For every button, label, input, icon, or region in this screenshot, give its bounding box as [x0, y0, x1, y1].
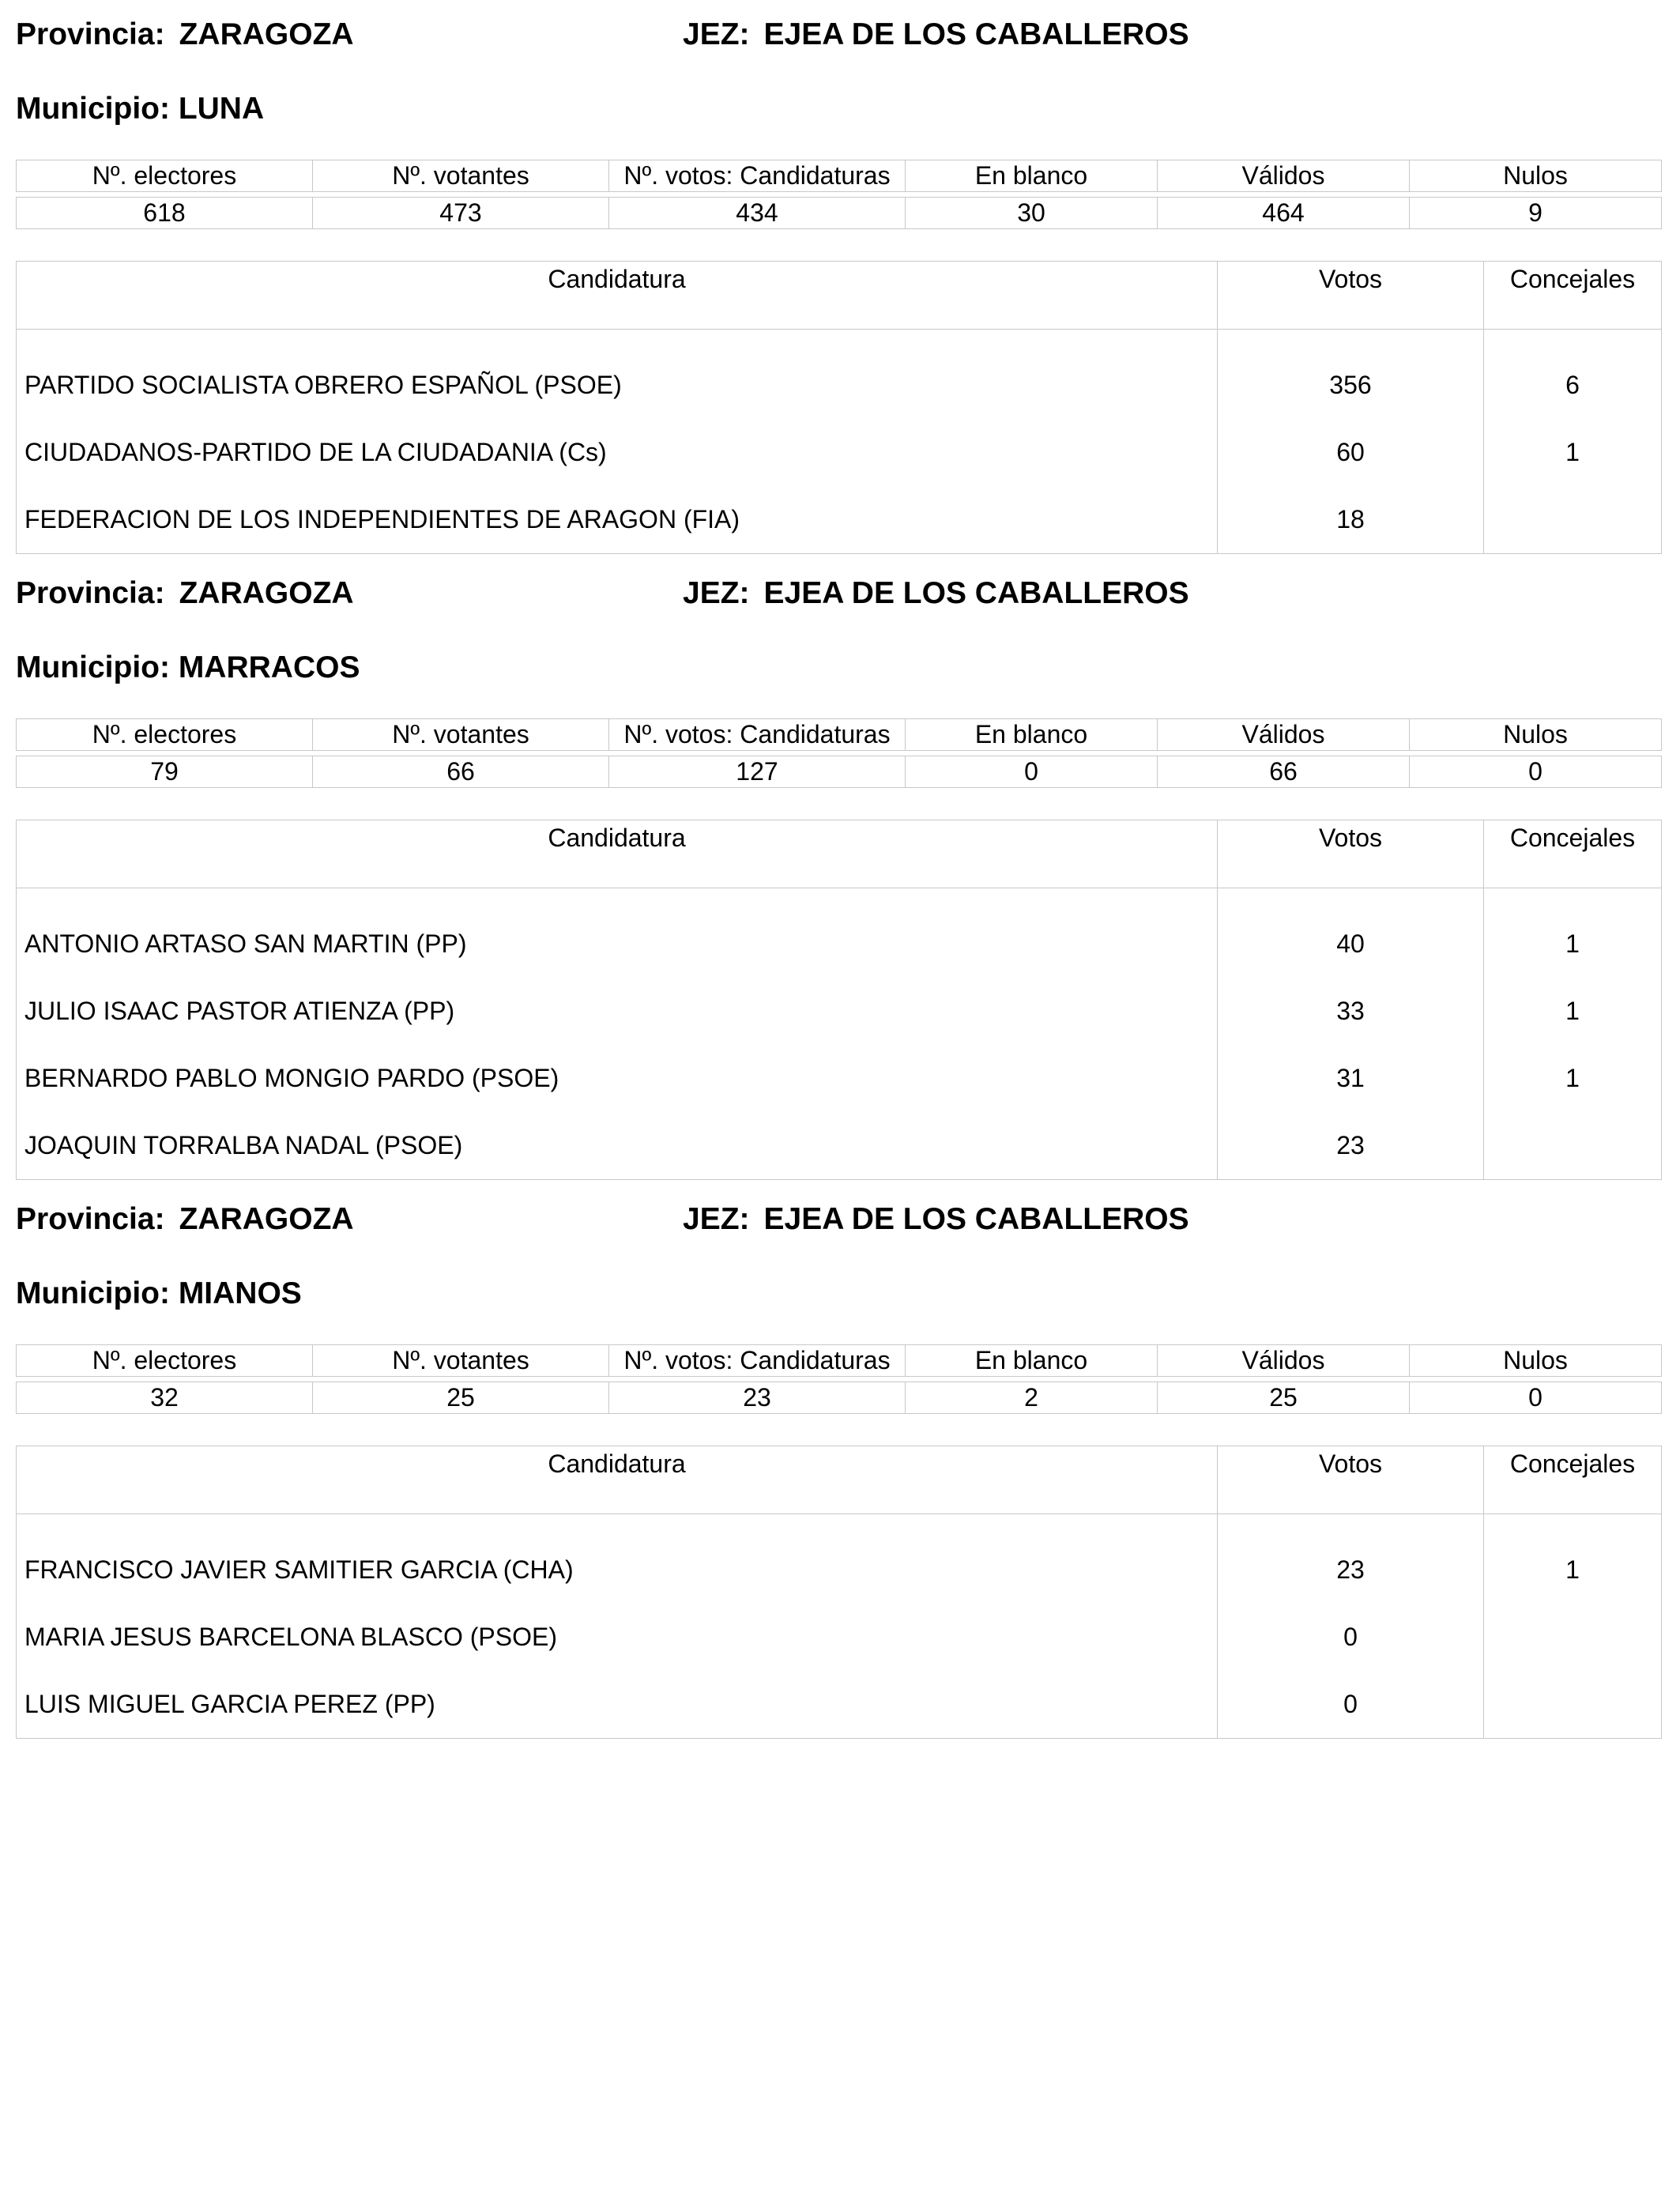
candidate-name: BERNARDO PABLO MONGIO PARDO (PSOE) [24, 1064, 559, 1092]
municipio-value: LUNA [178, 92, 265, 126]
stats-value: 79 [17, 756, 313, 788]
stats-header: Nº. electores [17, 160, 313, 192]
candidatura-header: Candidatura [17, 262, 1218, 330]
stats-header: Nº. electores [17, 719, 313, 751]
stats-value: 9 [1410, 198, 1662, 229]
concejales-header: Concejales [1484, 820, 1662, 888]
municipio-heading: Municipio: LUNA [16, 92, 265, 126]
candidate-name: CIUDADANOS-PARTIDO DE LA CIUDADANIA (Cs) [24, 438, 607, 466]
provincia-value: ZARAGOZA [179, 17, 354, 51]
candidate-votos: 31 [1218, 1045, 1484, 1112]
candidate-name: LUIS MIGUEL GARCIA PEREZ (PP) [24, 1690, 435, 1718]
candidatura-header: Candidatura [17, 820, 1218, 888]
candidate-concejales [1484, 1604, 1662, 1671]
candidate-concejales: 1 [1484, 888, 1662, 978]
candidatura-header: Candidatura [17, 1446, 1218, 1514]
stats-value: 25 [1158, 1382, 1410, 1414]
table-row [17, 978, 1662, 1045]
stats-value: 66 [1158, 756, 1410, 788]
section-mianos [16, 1185, 1661, 1718]
stats-header: Nº. votantes [313, 1345, 609, 1377]
municipio-heading: Municipio: MARRACOS [16, 650, 360, 684]
stats-header: Nº. votos: Candidaturas [609, 719, 906, 751]
municipio-value: MARRACOS [178, 650, 360, 684]
votos-header: Votos [1218, 820, 1484, 888]
section-header [16, 559, 1661, 709]
candidates-header-row [17, 820, 1662, 888]
candidate-votos: 18 [1218, 486, 1484, 554]
stats-header-row [17, 1345, 1662, 1377]
candidates-table [16, 261, 1662, 554]
stats-header-row [17, 160, 1662, 192]
stats-value: 23 [609, 1382, 906, 1414]
provincia-value: ZARAGOZA [179, 576, 354, 610]
stats-value: 32 [17, 1382, 313, 1414]
stats-header: Nulos [1410, 1345, 1662, 1377]
candidates-table [16, 1446, 1662, 1739]
candidate-votos: 33 [1218, 978, 1484, 1045]
stats-header: En blanco [906, 719, 1158, 751]
table-row [17, 1045, 1662, 1112]
stats-header: Nº. votos: Candidaturas [609, 1345, 906, 1377]
stats-value: 618 [17, 198, 313, 229]
jez-heading: JEZ: EJEA DE LOS CABALLEROS [683, 17, 1189, 51]
candidate-votos: 356 [1218, 330, 1484, 420]
candidate-concejales: 1 [1484, 1514, 1662, 1604]
stats-header-row [17, 719, 1662, 751]
stats-value: 30 [906, 198, 1158, 229]
stats-value: 0 [1410, 756, 1662, 788]
votos-header: Votos [1218, 1446, 1484, 1514]
jez-value: EJEA DE LOS CABALLEROS [763, 1202, 1189, 1236]
stats-table [16, 718, 1662, 788]
stats-header: En blanco [906, 160, 1158, 192]
stats-header: Nº. electores [17, 1345, 313, 1377]
table-row [17, 1112, 1662, 1180]
stats-header: Nº. votos: Candidaturas [609, 160, 906, 192]
candidate-name: JOAQUIN TORRALBA NADAL (PSOE) [24, 1131, 463, 1159]
candidate-votos: 60 [1218, 419, 1484, 486]
concejales-header: Concejales [1484, 262, 1662, 330]
jez-heading: JEZ: EJEA DE LOS CABALLEROS [683, 576, 1189, 610]
section-header [16, 0, 1661, 150]
stats-value: 2 [906, 1382, 1158, 1414]
stats-value-row [17, 756, 1662, 788]
municipio-value: MIANOS [178, 1276, 302, 1310]
candidates-table [16, 820, 1662, 1180]
section-luna [16, 0, 1661, 533]
provincia-value: ZARAGOZA [179, 1202, 354, 1236]
stats-value-row [17, 198, 1662, 229]
candidate-concejales: 1 [1484, 1045, 1662, 1112]
candidates-header-row [17, 262, 1662, 330]
candidate-name: JULIO ISAAC PASTOR ATIENZA (PP) [24, 997, 455, 1025]
candidate-votos: 0 [1218, 1671, 1484, 1739]
stats-value: 66 [313, 756, 609, 788]
provincia-heading: Provincia: ZARAGOZA [16, 576, 354, 610]
candidate-concejales: 6 [1484, 330, 1662, 420]
stats-value: 473 [313, 198, 609, 229]
candidate-name: FEDERACION DE LOS INDEPENDIENTES DE ARAGON (FIA) [24, 505, 740, 533]
jez-value: EJEA DE LOS CABALLEROS [763, 17, 1189, 51]
stats-header: Válidos [1158, 160, 1410, 192]
table-row [17, 486, 1662, 554]
stats-table [16, 1344, 1662, 1414]
candidate-concejales: 1 [1484, 978, 1662, 1045]
candidate-concejales [1484, 1112, 1662, 1180]
stats-header: En blanco [906, 1345, 1158, 1377]
candidate-concejales [1484, 1671, 1662, 1739]
candidate-concejales: 1 [1484, 419, 1662, 486]
provincia-heading: Provincia: ZARAGOZA [16, 1202, 354, 1236]
stats-header: Nº. votantes [313, 719, 609, 751]
candidate-name: PARTIDO SOCIALISTA OBRERO ESPAÑOL (PSOE) [24, 371, 622, 399]
votos-header: Votos [1218, 262, 1484, 330]
table-row [17, 330, 1662, 420]
candidate-votos: 40 [1218, 888, 1484, 978]
candidate-votos: 0 [1218, 1604, 1484, 1671]
stats-value-row [17, 1382, 1662, 1414]
table-row [17, 1514, 1662, 1604]
stats-header: Nulos [1410, 719, 1662, 751]
concejales-header: Concejales [1484, 1446, 1662, 1514]
provincia-heading: Provincia: ZARAGOZA [16, 17, 354, 51]
candidate-name: ANTONIO ARTASO SAN MARTIN (PP) [24, 929, 467, 958]
candidate-name: MARIA JESUS BARCELONA BLASCO (PSOE) [24, 1623, 557, 1651]
stats-header: Nº. votantes [313, 160, 609, 192]
stats-value: 127 [609, 756, 906, 788]
section-header [16, 1185, 1661, 1335]
table-row [17, 1604, 1662, 1671]
candidate-name: FRANCISCO JAVIER SAMITIER GARCIA (CHA) [24, 1555, 574, 1584]
stats-value: 464 [1158, 198, 1410, 229]
jez-value: EJEA DE LOS CABALLEROS [763, 576, 1189, 610]
table-row [17, 419, 1662, 486]
stats-table [16, 160, 1662, 229]
stats-header: Válidos [1158, 719, 1410, 751]
stats-value: 0 [906, 756, 1158, 788]
candidate-concejales [1484, 486, 1662, 554]
stats-header: Válidos [1158, 1345, 1410, 1377]
stats-value: 0 [1410, 1382, 1662, 1414]
stats-value: 434 [609, 198, 906, 229]
candidates-header-row [17, 1446, 1662, 1514]
stats-value: 25 [313, 1382, 609, 1414]
table-row [17, 1671, 1662, 1739]
section-marracos [16, 559, 1661, 1159]
candidate-votos: 23 [1218, 1112, 1484, 1180]
jez-heading: JEZ: EJEA DE LOS CABALLEROS [683, 1202, 1189, 1236]
stats-header: Nulos [1410, 160, 1662, 192]
candidate-votos: 23 [1218, 1514, 1484, 1604]
table-row [17, 888, 1662, 978]
municipio-heading: Municipio: MIANOS [16, 1276, 302, 1310]
